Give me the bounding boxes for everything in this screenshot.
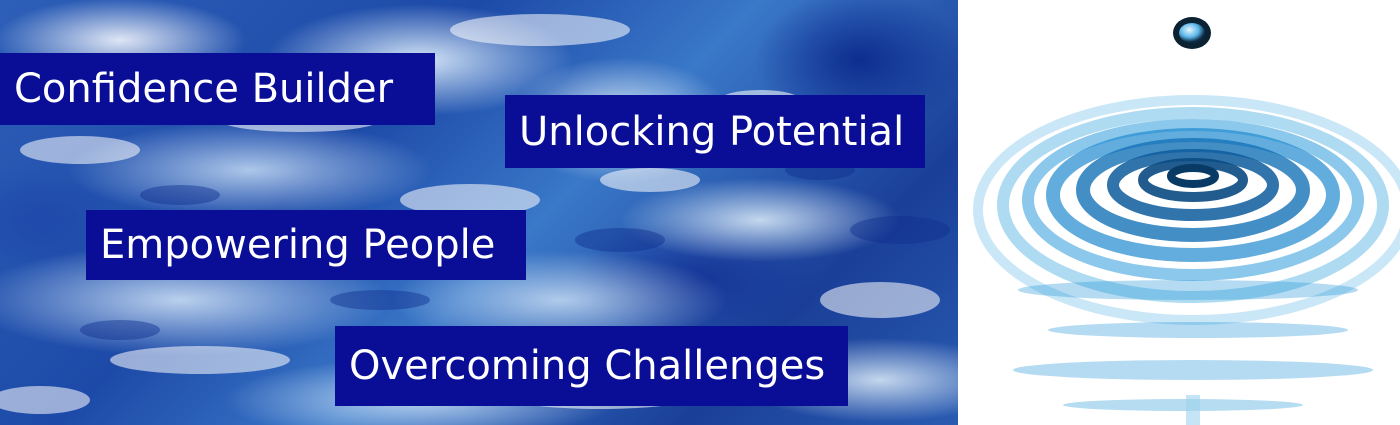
overcoming-challenges-text: Overcoming Challenges <box>349 343 826 389</box>
overcoming-challenges-label <box>335 326 848 406</box>
water-drop-ripple-image <box>958 0 1400 425</box>
unlocking-potential-text: Unlocking Potential <box>519 108 905 155</box>
unlocking-potential-label <box>505 95 925 168</box>
confidence-builder-text: Confidence Builder <box>14 66 394 112</box>
empowering-people-label <box>86 210 526 280</box>
empowering-people-text: Empowering People <box>100 222 496 268</box>
confidence-builder-label <box>0 53 435 125</box>
ripple-graphic <box>958 0 1400 425</box>
